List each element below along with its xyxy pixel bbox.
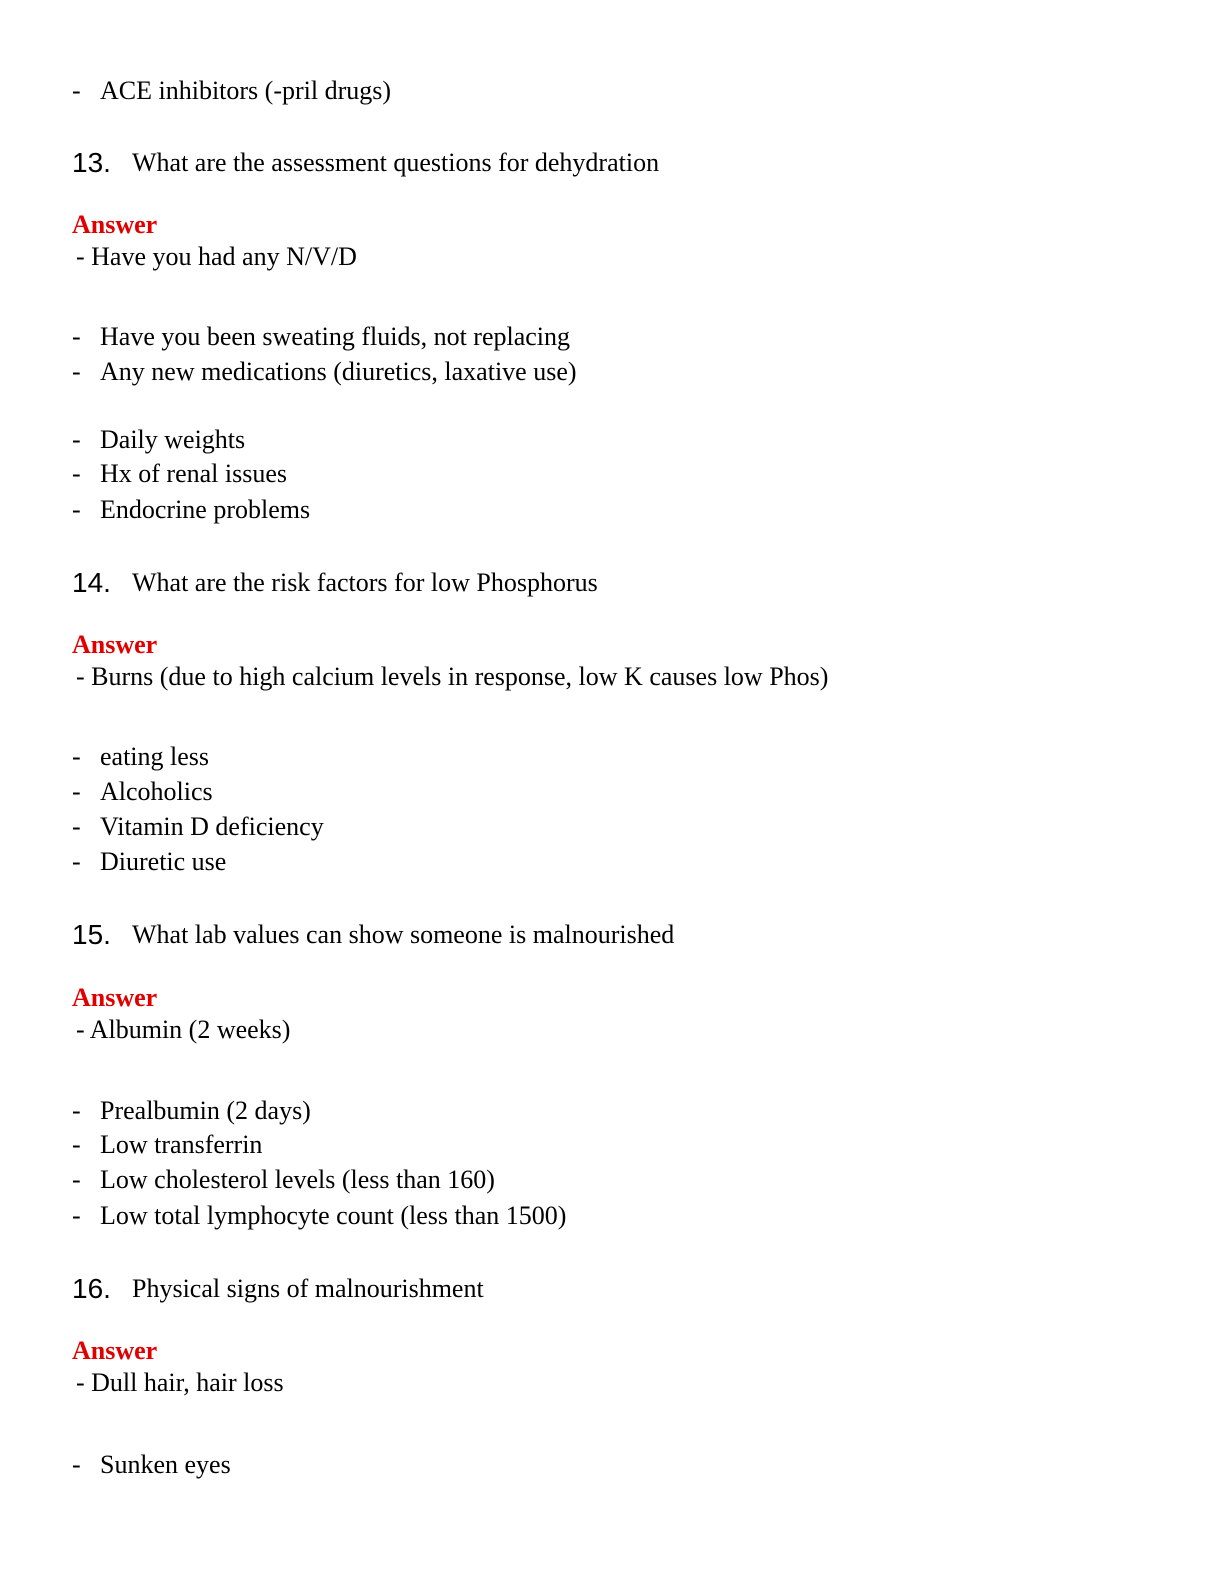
list-item-text: Daily weights [100,425,246,454]
question-number: 14. [72,567,111,598]
list-item-text: ACE inhibitors (-pril drugs) [100,76,392,105]
list-dash: - [72,1096,81,1125]
question-text: What are the assessment questions for dehydration [132,148,660,177]
answer-first-item: - Dull hair, hair loss [76,1368,284,1397]
list-item-text: Sunken eyes [100,1450,231,1479]
question-text: What lab values can show someone is malnourished [132,920,675,949]
answer-label: Answer [72,630,158,659]
list-dash: - [72,1450,81,1479]
list-dash: - [72,76,81,105]
list-item-text: Any new medications (diuretics, laxative use) [100,357,577,386]
list-dash: - [72,357,81,386]
question-number: 16. [72,1273,111,1304]
question-number: 13. [72,147,111,178]
list-dash: - [72,1165,81,1194]
list-item-text: eating less [100,742,210,771]
list-item-text: Hx of renal issues [100,459,288,488]
list-dash: - [72,812,81,841]
question-number: 15. [72,919,111,950]
list-dash: - [72,777,81,806]
question-text: Physical signs of malnourishment [132,1274,484,1303]
list-item-text: Low total lymphocyte count (less than 1500) [100,1201,567,1230]
list-dash: - [72,1130,81,1159]
answer-first-item: - Albumin (2 weeks) [76,1015,291,1044]
list-dash: - [72,322,81,351]
answer-first-item: - Burns (due to high calcium levels in response, low K causes low Phos) [76,662,829,691]
list-item-text: Have you been sweating fluids, not replacing [100,322,571,351]
list-item-text: Alcoholics [100,777,213,806]
list-item-text: Low transferrin [100,1130,263,1159]
list-item-text: Endocrine problems [100,495,311,524]
list-dash: - [72,459,81,488]
list-item-text: Prealbumin (2 days) [100,1096,311,1125]
list-dash: - [72,742,81,771]
list-dash: - [72,425,81,454]
answer-label: Answer [72,1336,158,1365]
answer-label: Answer [72,983,158,1012]
question-text: What are the risk factors for low Phosphorus [132,568,598,597]
list-dash: - [72,495,81,524]
answer-first-item: - Have you had any N/V/D [76,242,357,271]
list-dash: - [72,1201,81,1230]
answer-label: Answer [72,210,158,239]
list-dash: - [72,847,81,876]
list-item-text: Vitamin D deficiency [100,812,324,841]
list-item-text: Diuretic use [100,847,227,876]
list-item-text: Low cholesterol levels (less than 160) [100,1165,495,1194]
